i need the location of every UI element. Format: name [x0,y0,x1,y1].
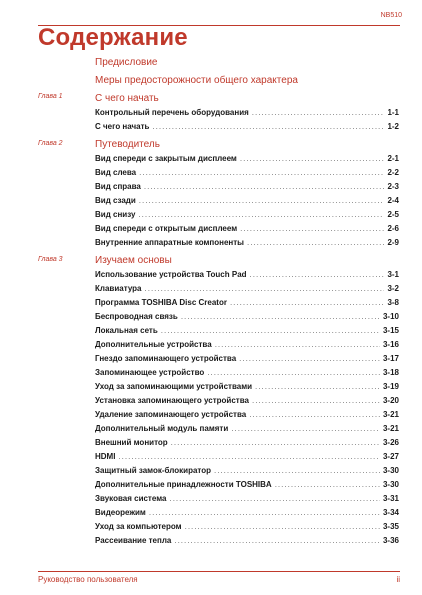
toc-entry[interactable] [95,106,399,118]
toc-entry-page: 3-30 [382,480,399,489]
toc-entry[interactable] [95,310,399,322]
toc-entry[interactable] [95,194,399,206]
toc-entry-title: Рассеивание тепла [95,536,172,545]
toc-entry-page: 3-30 [382,466,399,475]
toc-entry[interactable] [95,394,399,406]
toc-entry[interactable] [95,324,399,336]
toc-entry-title: Уход за запоминающими устройствами [95,382,253,391]
toc-entry-title: Вид спереди с закрытым дисплеем [95,154,237,163]
toc-entry-title: Установка запоминающего устройства [95,396,249,405]
toc-entry-page: 3-18 [382,368,399,377]
toc-entry[interactable] [95,492,399,504]
dot-leader [230,298,384,308]
dot-leader [252,108,385,118]
toc-preface[interactable]: Предисловие [95,57,158,68]
toc-entry-title: С чего начать [95,122,150,131]
toc-entry-page: 3-21 [382,410,399,419]
toc-entry[interactable] [95,520,399,532]
toc-entry-title: Внешний монитор [95,438,168,447]
chapter-1-title[interactable]: С чего начать [95,93,159,104]
chapter-2-label: Глава 2 [38,140,63,147]
dot-leader [174,536,380,546]
dot-leader [118,452,380,462]
toc-entry-title: Контрольный перечень оборудования [95,108,249,117]
toc-entry-page: 2-4 [387,196,399,205]
toc-entry[interactable] [95,506,399,518]
toc-entry[interactable] [95,464,399,476]
chapter-3-title[interactable]: Изучаем основы [95,255,172,266]
dot-leader [144,182,385,192]
toc-entry[interactable] [95,282,399,294]
toc-entry-page: 3-26 [382,438,399,447]
dot-leader [249,410,380,420]
toc-entry-title: Программа TOSHIBA Disc Creator [95,298,227,307]
toc-entry-page: 3-16 [382,340,399,349]
toc-entry-page: 2-3 [387,182,399,191]
dot-leader [250,270,385,280]
page-title: Содержание [38,24,188,51]
toc-entry-title: Звуковая система [95,494,167,503]
toc-entry-title: Дополнительные устройства [95,340,212,349]
chapter-3-label: Глава 3 [38,256,63,263]
toc-entry-page: 1-1 [387,108,399,117]
toc-entry-page: 2-2 [387,168,399,177]
dot-leader [145,284,385,294]
toc-entry-page: 3-35 [382,522,399,531]
toc-entry[interactable] [95,338,399,350]
toc-entry-page: 1-2 [387,122,399,131]
toc-entry-page: 3-10 [382,312,399,321]
toc-entry-title: Вид справа [95,182,141,191]
toc-entry-page: 3-21 [382,424,399,433]
toc-entry[interactable] [95,436,399,448]
dot-leader [207,368,380,378]
toc-entry-page: 3-27 [382,452,399,461]
toc-entry-page: 3-1 [387,270,399,279]
dot-leader [138,210,384,220]
toc-entry[interactable] [95,380,399,392]
toc-entry-title: Уход за компьютером [95,522,182,531]
chapter-2-title[interactable]: Путеводитель [95,139,160,150]
footer-title: Руководство пользователя [38,575,138,584]
dot-leader [247,238,384,248]
toc-entry-title: Гнездо запоминающего устройства [95,354,237,363]
toc-entry-page: 3-15 [382,326,399,335]
model-label: NB510 [380,12,402,19]
toc-entry-page: 3-2 [387,284,399,293]
dot-leader [169,494,380,504]
dot-leader [255,382,380,392]
toc-entry-title: Дополнительные принадлежности TOSHIBA [95,480,272,489]
toc-entry[interactable] [95,222,399,234]
toc-entry-title: Клавиатура [95,284,142,293]
toc-entry-title: Видеорежим [95,508,146,517]
dot-leader [171,438,380,448]
footer-rule [38,571,400,572]
dot-leader [161,326,380,336]
toc-entry-title: Использование устройства Touch Pad [95,270,247,279]
dot-leader [185,522,380,532]
dot-leader [181,312,380,322]
toc-entry-title: Вид слева [95,168,137,177]
toc-entry-title: HDMI [95,452,116,461]
toc-entry-page: 2-1 [387,154,399,163]
toc-entry-page: 3-20 [382,396,399,405]
toc-entry-title: Локальная сеть [95,326,158,335]
toc-entry[interactable] [95,352,399,364]
toc-entry[interactable] [95,450,399,462]
chapter-1-label: Глава 1 [38,93,63,100]
toc-entry[interactable] [95,478,399,490]
dot-leader [231,424,380,434]
dot-leader [239,354,380,364]
toc-entry-page: 3-31 [382,494,399,503]
dot-leader [214,466,380,476]
dot-leader [149,508,380,518]
dot-leader [215,340,380,350]
toc-entry-title: Вид снизу [95,210,136,219]
dot-leader [275,480,380,490]
toc-entry[interactable] [95,268,399,280]
toc-entry-title: Вид сзади [95,196,136,205]
toc-entry[interactable] [95,166,399,178]
toc-entry[interactable] [95,296,399,308]
dot-leader [240,154,385,164]
toc-entry-page: 3-19 [382,382,399,391]
toc-entry[interactable] [95,152,399,164]
toc-entry[interactable] [95,180,399,192]
toc-entry-page: 3-8 [387,298,399,307]
toc-entry[interactable] [95,366,399,378]
toc-entry-page: 3-36 [382,536,399,545]
page-number: ii [396,575,400,584]
toc-entry-title: Вид спереди с открытым дисплеем [95,224,238,233]
toc-entry-page: 2-9 [387,238,399,247]
dot-leader [240,224,384,234]
toc-entry-page: 3-17 [382,354,399,363]
dot-leader [139,196,385,206]
toc-entry-title: Удаление запоминающего устройства [95,410,247,419]
toc-entry-title: Дополнительный модуль памяти [95,424,229,433]
toc-entry[interactable] [95,208,399,220]
toc-entry[interactable] [95,408,399,420]
toc-entry-page: 2-6 [387,224,399,233]
dot-leader [152,122,384,132]
dot-leader [252,396,380,406]
toc-entry[interactable] [95,534,399,546]
toc-precautions[interactable]: Меры предосторожности общего характера [95,75,298,86]
toc-entry-page: 2-5 [387,210,399,219]
toc-entry[interactable] [95,422,399,434]
toc-entry[interactable] [95,120,399,132]
dot-leader [139,168,384,178]
toc-entry-title: Внутренние аппаратные компоненты [95,238,244,247]
toc-entry[interactable] [95,236,399,248]
toc-entry-title: Защитный замок-блокиратор [95,466,211,475]
toc-entry-title: Беспроводная связь [95,312,178,321]
toc-entry-title: Запоминающее устройство [95,368,205,377]
toc-entry-page: 3-34 [382,508,399,517]
